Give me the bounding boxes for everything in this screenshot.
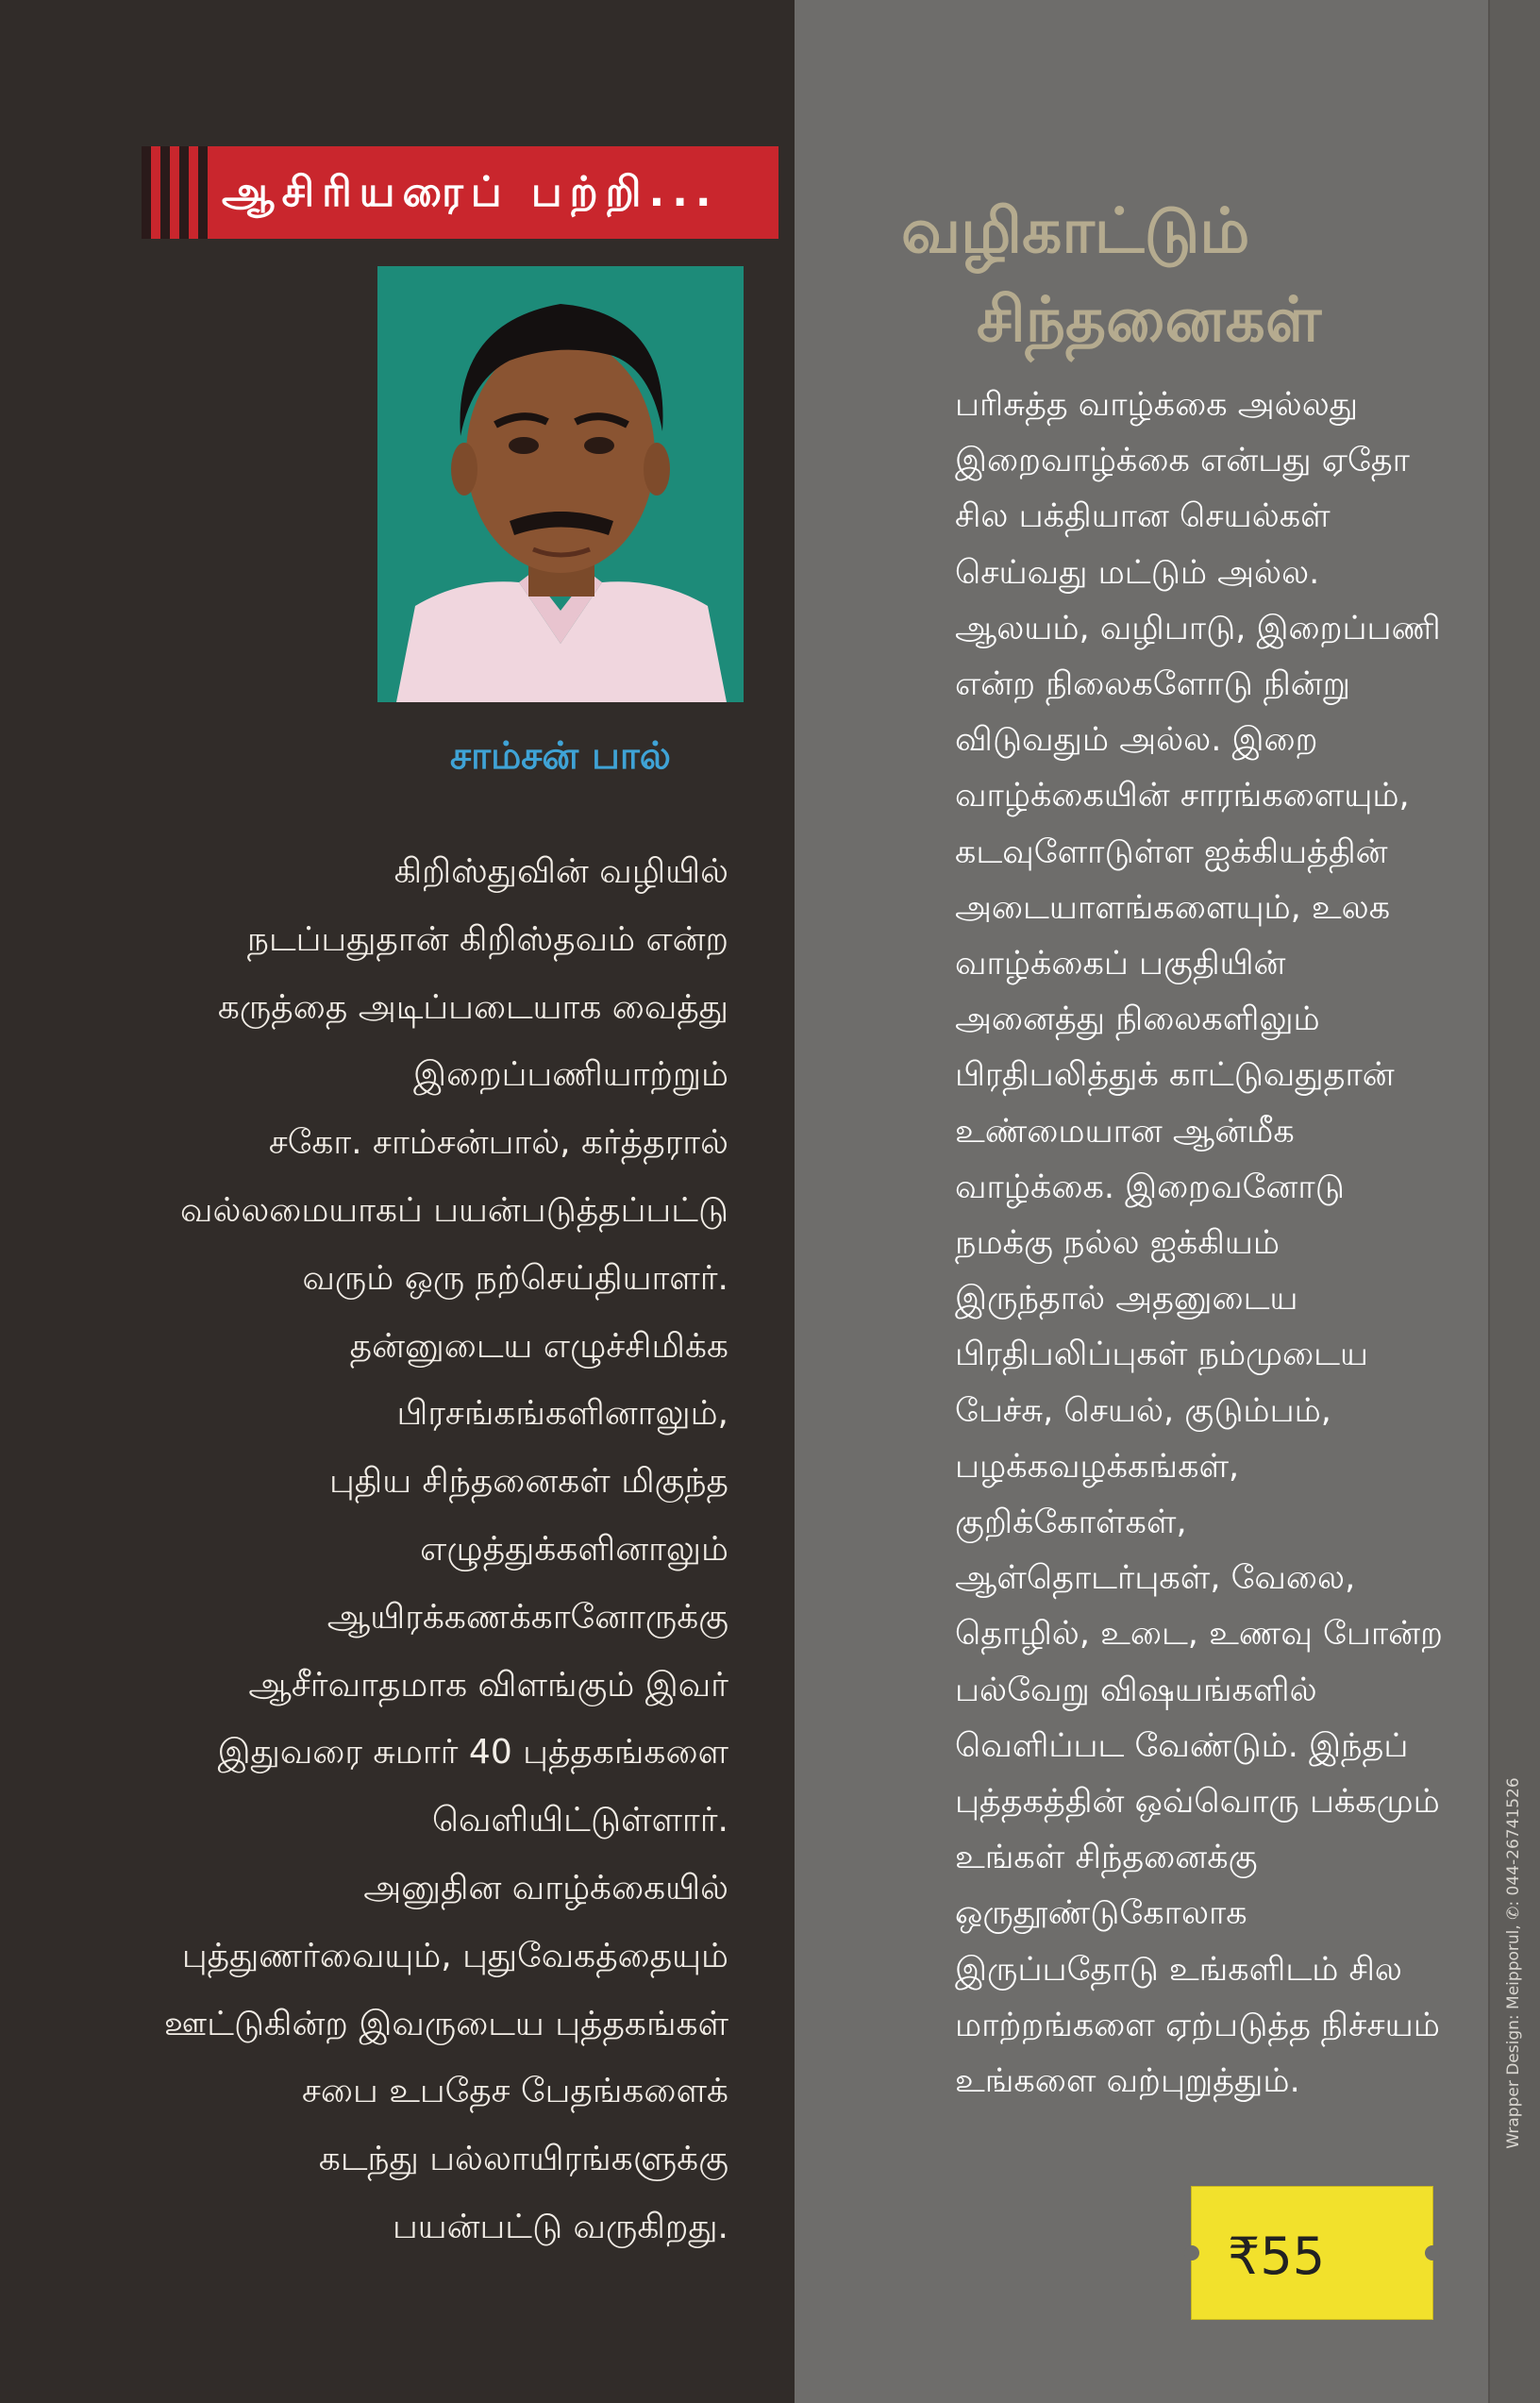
blurb-line: பேச்சு, செயல், குடும்பம், — [955, 1391, 1331, 1430]
blurb-line: பிரதிபலித்துக் காட்டுவதுதான் — [955, 1056, 1395, 1095]
bio-line: அனுதின வாழ்க்கையில் — [363, 1868, 728, 1907]
blurb-line: என்ற நிலைகளோடு நின்று — [955, 665, 1351, 704]
bio-line: சகோ. சாம்சன்பால், கர்த்தரால் — [268, 1123, 728, 1163]
blurb-line: இருப்பதோடு உங்களிடம் சில — [955, 1950, 1402, 1989]
blurb-line: உங்கள் சிந்தனைக்கு — [955, 1839, 1258, 1877]
blurb-line: ஒருதூண்டுகோலாக — [955, 1894, 1247, 1933]
book-title-line: வழிகாட்டும் — [901, 194, 1250, 267]
banner-stripe — [142, 146, 151, 239]
author-name: சாம்சன் பால் — [450, 734, 671, 778]
bio-line: தன்னுடைய எழுச்சிமிக்க — [349, 1326, 728, 1366]
book-title-line: சிந்தனைகள் — [977, 283, 1322, 356]
bio-line: பிரசங்கங்களினாலும், — [396, 1394, 728, 1434]
banner-title: ஆசிரியரைப் பற்றி... — [222, 168, 719, 216]
blurb-line: பழக்கவழக்கங்கள், — [955, 1447, 1240, 1486]
blurb-line: அடையாளங்களையும், உலக — [955, 888, 1391, 927]
bio-line: வரும் ஒரு நற்செய்தியாளர். — [302, 1258, 728, 1298]
author-bio — [11, 838, 728, 2261]
blurb-line: உங்களை வற்புறுத்தும். — [955, 2062, 1300, 2101]
blurb-line: விடுவதும் அல்ல. இறை — [955, 721, 1318, 760]
blurb-line: வெளிப்பட வேண்டும். இந்தப் — [955, 1726, 1409, 1765]
blurb-line: ஆலயம், வழிபாடு, இறைப்பணி — [955, 609, 1441, 647]
bio-line: பயன்பட்டு வருகிறது. — [392, 2207, 728, 2246]
blurb-line: கடவுளோடுள்ள ஐக்கியத்தின் — [955, 832, 1388, 871]
book-blurb — [955, 378, 1483, 2109]
banner-stripe — [160, 146, 170, 239]
bio-line: சபை உபதேச பேதங்களைக் — [301, 2072, 728, 2111]
blurb-line: உண்மையான ஆன்மீக — [955, 1112, 1295, 1151]
bio-line: எழுத்துக்களினாலும் — [420, 1529, 728, 1569]
price-sticker — [1191, 2186, 1433, 2320]
blurb-line: இறைவாழ்க்கை என்பது ஏதோ — [955, 442, 1410, 480]
blurb-line: அனைத்து நிலைகளிலும் — [955, 1000, 1320, 1039]
wrapper-design-credit: Wrapper Design: Meipporul, ✆: 044-26741526 — [1504, 1777, 1523, 2149]
author-photo — [377, 266, 744, 702]
blurb-line: தொழில், உடை, உணவு போன்ற — [955, 1615, 1443, 1654]
blurb-line: செய்வது மட்டும் அல்ல. — [955, 553, 1320, 592]
bio-line: ஊட்டுகின்ற இவருடைய புத்தகங்கள் — [163, 2004, 728, 2043]
bio-line: வல்லமையாகப் பயன்படுத்தப்பட்டு — [180, 1190, 728, 1230]
bio-line: புதிய சிந்தனைகள் மிகுந்த — [328, 1462, 728, 1502]
bio-line: கருத்தை அடிப்படையாக வைத்து — [217, 987, 728, 1027]
bio-line: நடப்பதுதான் கிறிஸ்தவம் என்ற — [246, 919, 728, 959]
blurb-line: பிரதிபலிப்புகள் நம்முடைய — [955, 1336, 1369, 1374]
bio-line: ஆயிரக்கணக்கானோருக்கு — [326, 1597, 728, 1637]
book-title — [901, 187, 1321, 364]
blurb-line: பரிசுத்த வாழ்க்கை அல்லது — [955, 386, 1359, 424]
blurb-line: புத்தகத்தின் ஒவ்வொரு பக்கமும் — [955, 1783, 1440, 1822]
price-label: ₹55 — [1228, 2227, 1326, 2286]
bio-line: கிறிஸ்துவின் வழியில் — [393, 852, 728, 891]
bio-line: புத்துணர்வையும், புதுவேகத்தையும் — [181, 1936, 728, 1975]
bio-line: வெளியிட்டுள்ளார். — [431, 1801, 728, 1840]
blurb-line: குறிக்கோள்கள், — [955, 1504, 1187, 1542]
banner-stripe — [179, 146, 189, 239]
blurb-line: வாழ்க்கைப் பகுதியின் — [955, 945, 1286, 983]
blurb-line: பல்வேறு விஷயங்களில் — [955, 1671, 1317, 1709]
bio-line: இதுவரை சுமார் 40 புத்தகங்களை — [217, 1733, 728, 1773]
blurb-line: மாற்றங்களை ஏற்படுத்த நிச்சயம் — [955, 2006, 1440, 2044]
blurb-line: வாழ்க்கை. இறைவனோடு — [955, 1168, 1345, 1206]
bio-line: இறைப்பணியாற்றும் — [413, 1055, 728, 1095]
bio-line: ஆசீர்வாதமாக விளங்கும் இவர் — [248, 1665, 728, 1705]
banner-stripe — [198, 146, 208, 239]
bio-line: கடந்து பல்லாயிரங்களுக்கு — [318, 2140, 728, 2179]
blurb-line: இருந்தால் அதனுடைய — [955, 1280, 1298, 1319]
blurb-line: வாழ்க்கையின் சாரங்களையும், — [955, 777, 1410, 815]
blurb-line: நமக்கு நல்ல ஐக்கியம் — [955, 1224, 1281, 1263]
blurb-line: ஆள்தொடர்புகள், வேலை, — [955, 1559, 1356, 1598]
blurb-line: சில பக்தியான செயல்கள் — [955, 497, 1331, 536]
